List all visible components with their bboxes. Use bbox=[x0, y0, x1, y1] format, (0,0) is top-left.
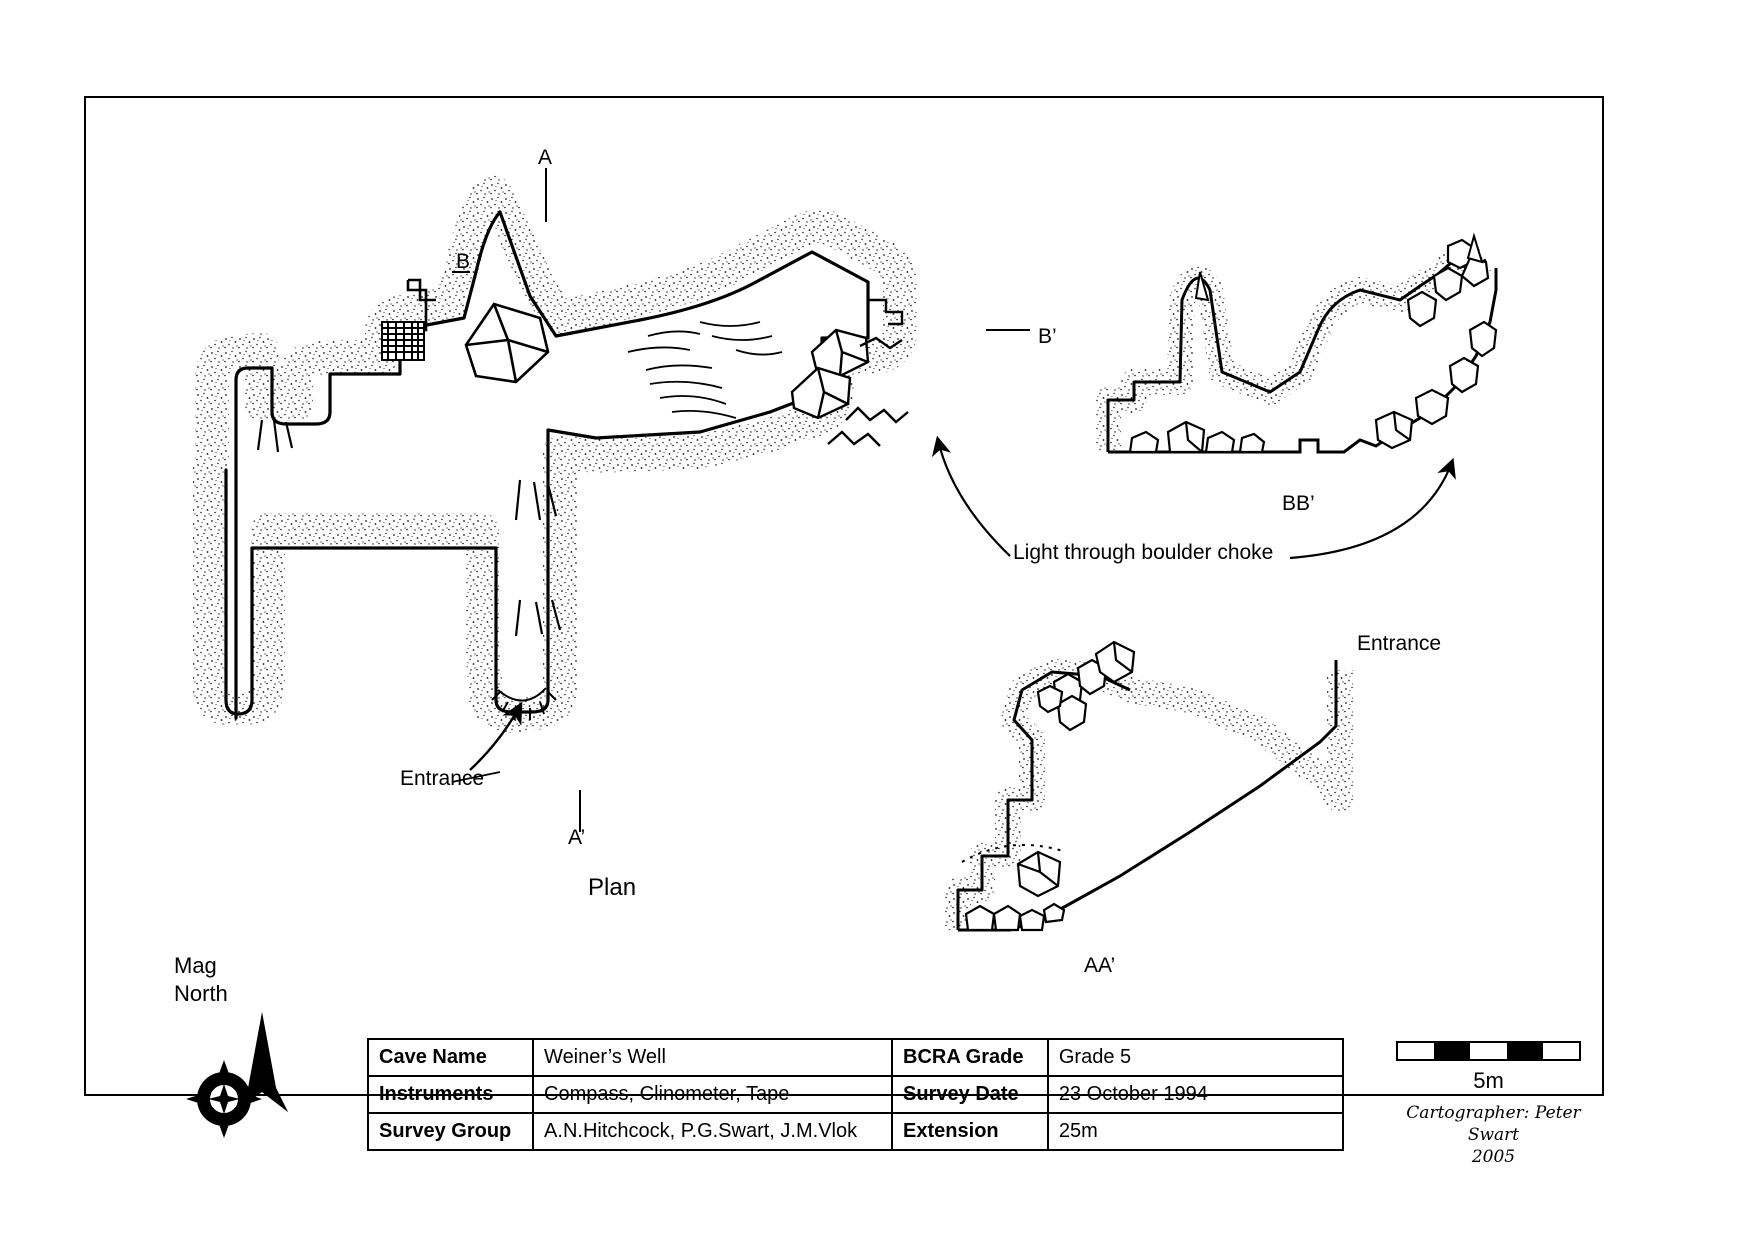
extension-key: Extension bbox=[892, 1113, 1048, 1150]
scale-segment bbox=[1398, 1043, 1434, 1059]
scale-segment bbox=[1507, 1043, 1543, 1059]
instruments-value: Compass, Clinometer, Tape bbox=[533, 1076, 892, 1113]
section-mark-b-prime-label: B’ bbox=[1038, 325, 1057, 348]
scale-label: 5m bbox=[1473, 1068, 1504, 1093]
section-bb-label: BB’ bbox=[1282, 492, 1315, 515]
survey-date-key: Survey Date bbox=[892, 1076, 1048, 1113]
boulder-choke-note: Light through boulder choke bbox=[1013, 541, 1274, 564]
mag-north-line1: Mag bbox=[174, 953, 217, 978]
scale-segment bbox=[1434, 1043, 1470, 1059]
section-aa-label: AA’ bbox=[1084, 954, 1116, 977]
survey-date-value: 23 October 1994 bbox=[1048, 1076, 1343, 1113]
instruments-key: Instruments bbox=[368, 1076, 533, 1113]
map-border bbox=[84, 96, 1604, 1096]
cartographer-year: 2005 bbox=[1471, 1147, 1516, 1168]
bcra-grade-key: BCRA Grade bbox=[892, 1039, 1048, 1076]
scale-segment bbox=[1543, 1043, 1579, 1059]
bcra-grade-value: Grade 5 bbox=[1048, 1039, 1343, 1076]
cave-name-value: Weiner’s Well bbox=[533, 1039, 892, 1076]
extension-value: 25m bbox=[1048, 1113, 1343, 1150]
mag-north-line2: North bbox=[174, 980, 228, 1006]
section-mark-b-label: B bbox=[456, 250, 471, 273]
survey-group-value: A.N.Hitchcock, P.G.Swart, J.M.Vlok bbox=[533, 1113, 892, 1150]
table-row bbox=[368, 1113, 1343, 1150]
scale-bar bbox=[1396, 1041, 1581, 1061]
plan-entrance-label: Entrance bbox=[400, 767, 485, 790]
plan-caption: Plan bbox=[588, 874, 637, 901]
magnetic-north-label bbox=[174, 952, 228, 1007]
scale-segment bbox=[1470, 1043, 1506, 1059]
table-row bbox=[368, 1039, 1343, 1076]
section-aa-entrance-label: Entrance bbox=[1357, 632, 1442, 655]
cave-name-key: Cave Name bbox=[368, 1039, 533, 1076]
table-row bbox=[368, 1076, 1343, 1113]
title-block bbox=[367, 1038, 1344, 1151]
cartographer-credit bbox=[1396, 1102, 1591, 1168]
section-mark-a-prime-label: A’ bbox=[568, 826, 586, 849]
section-mark-a-label: A bbox=[538, 146, 553, 169]
survey-group-key: Survey Group bbox=[368, 1113, 533, 1150]
cartographer-name: Cartographer: Peter Swart bbox=[1406, 1103, 1581, 1146]
